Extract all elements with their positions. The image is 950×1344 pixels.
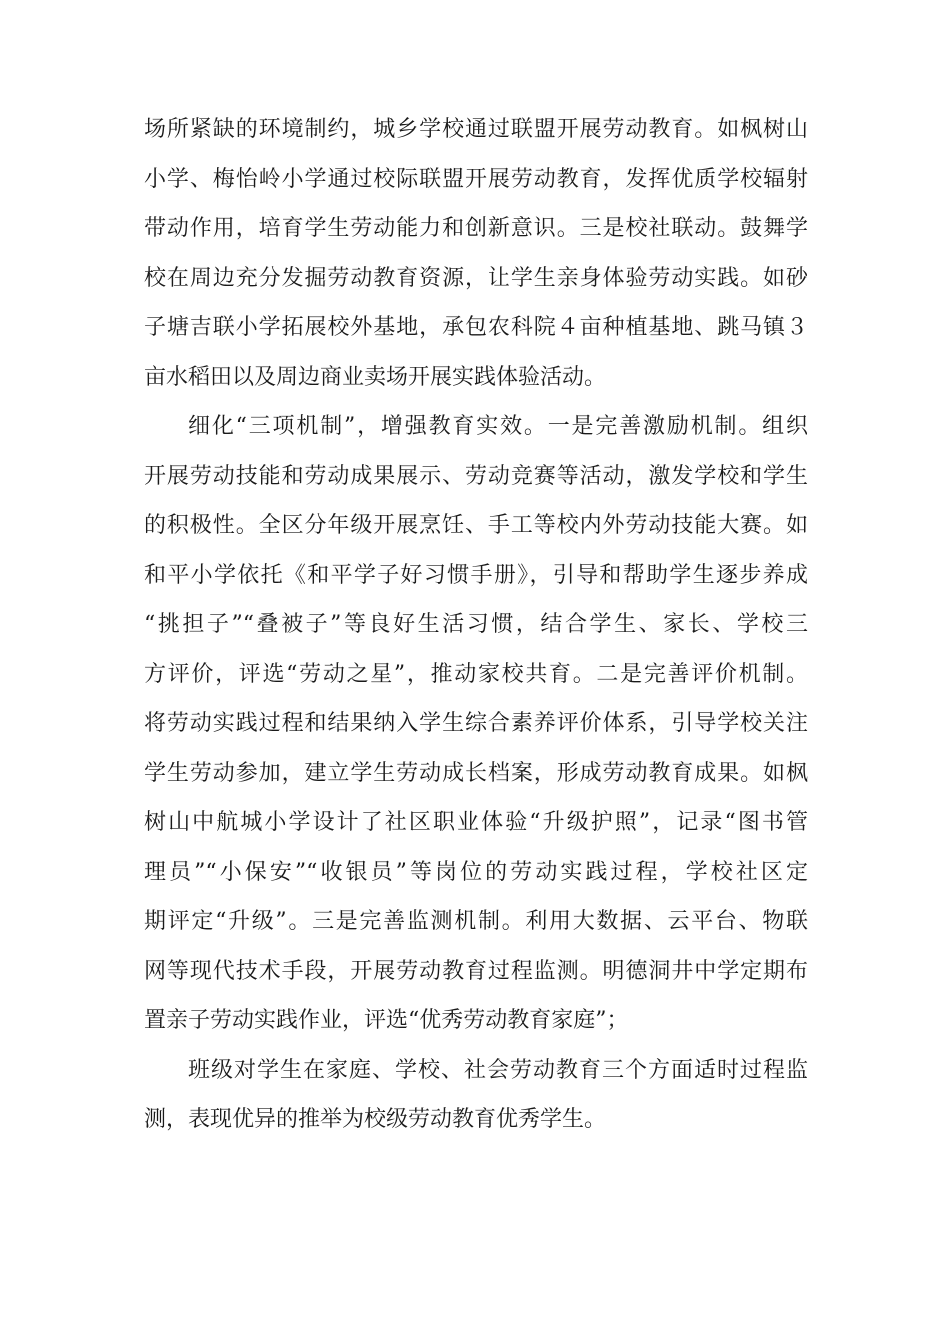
paragraph-2-line-4: 和平小学依托《和平学子好习惯手册》，引导和帮助学生逐步养成 [144,562,808,588]
paragraph-3-line-1: 班级对学生在家庭、学校、社会劳动教育三个方面适时过程监 [188,1057,808,1083]
paragraph-2-line-13: 置亲子劳动实践作业，评选“优秀劳动教育家庭”； [144,1008,629,1033]
paragraph-3-line-2: 测，表现优异的推举为校级劳动教育优秀学生。 [144,1107,607,1132]
paragraph-2-line-3: 的积极性。全区分年级开展烹饪、手工等校内外劳动技能大赛。如 [144,513,808,538]
paragraph-2-line-8: 学生劳动参加，建立学生劳动成长档案，形成劳动教育成果。如枫 [144,760,808,786]
paragraph-1-line-3: 带动作用，培育学生劳动能力和创新意识。三是校社联动。鼓舞学 [144,216,808,241]
paragraph-1-line-6: 亩水稻田以及周边商业卖场开展实践体验活动。 [144,364,607,390]
paragraph-2-line-7: 将劳动实践过程和结果纳入学生综合素养评价体系，引导学校关注 [144,711,808,736]
paragraph-2-line-5: “挑担子”“叠被子”等良好生活习惯，结合学生、家长、学校三 [144,612,808,637]
paragraph-2-line-6: 方评价，评选“劳动之星”，推动家校共育。二是完善评价机制。 [144,661,808,687]
paragraph-2-line-12: 网等现代技术手段，开展劳动教育过程监测。明德洞井中学定期布 [144,958,808,984]
paragraph-2-line-9: 树山中航城小学设计了社区职业体验“升级护照”，记录“图书管 [144,810,808,835]
paragraph-1-line-1: 场所紧缺的环境制约，城乡学校通过联盟开展劳动教育。如枫树山 [144,117,808,142]
paragraph-2-line-11: 期评定“升级”。三是完善监测机制。利用大数据、云平台、物联 [144,909,808,934]
paragraph-1-line-2: 小学、梅怡岭小学通过校际联盟开展劳动教育，发挥优质学校辐射 [144,166,808,192]
paragraph-2-line-2: 开展劳动技能和劳动成果展示、劳动竞赛等活动，激发学校和学生 [144,463,808,489]
paragraph-2-line-10: 理员”“小保安”“收银员”等岗位的劳动实践过程，学校社区定 [144,859,808,885]
paragraph-1-line-5: 子塘吉联小学拓展校外基地，承包农科院４亩种植基地、跳马镇３ [144,315,808,340]
document-body [144,105,808,1145]
paragraph-2-line-1: 细化“三项机制”，增强教育实效。一是完善激励机制。组织 [188,414,808,439]
paragraph-1-line-4: 校在周边充分发掘劳动教育资源，让学生亲身体验劳动实践。如砂 [144,265,808,291]
